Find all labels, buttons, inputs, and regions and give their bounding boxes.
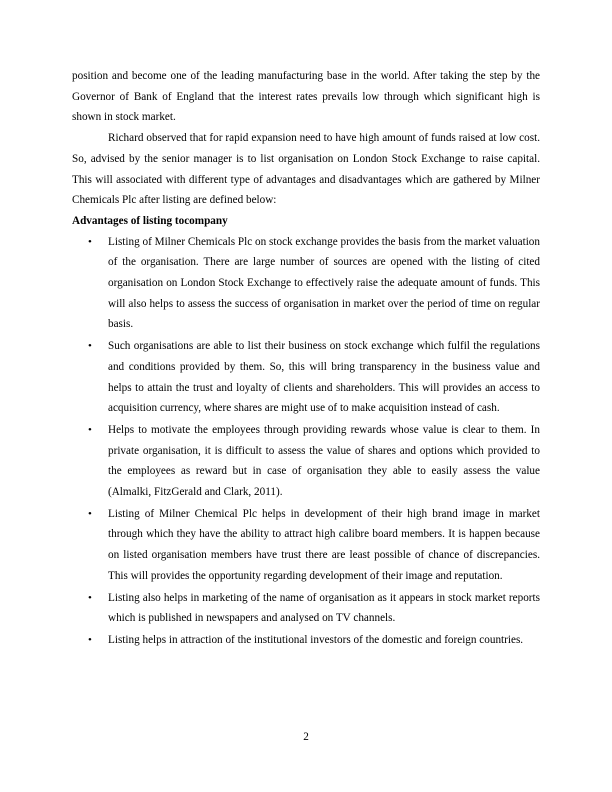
- list-item-text: Helps to motivate the employees through providing rewards whose value is clear to them. In private organisation, it is difficult to assess the value of shares and options which provided to the employees as reward but in case of organisation they able to easily assess the value (Almalki, FitzGerald and Clark, 2011).: [108, 423, 540, 499]
- paragraph-richard-observation: Richard observed that for rapid expansion need to have high amount of funds raised at low cost. So, advised by the senior manager is to list organisation on London Stock Exchange to raise capital. This will associated with different type of advantages and disadvantages which are gathered by Milner Chemicals Plc after listing are defined below:: [72, 132, 540, 207]
- list-item-text: Listing of Milner Chemical Plc helps in development of their high brand image in market through which they have the ability to attract high calibre board members. It is happen because on listed organisation members have trust there are least possible of chance of discrepancies. This will provides the opportunity regarding development of their image and reputation.: [108, 507, 540, 582]
- bullet-icon: •: [88, 507, 92, 520]
- page-number: 2: [303, 731, 309, 743]
- list-item: [72, 336, 540, 419]
- list-item: [72, 232, 540, 336]
- list-item-text: Listing also helps in marketing of the name of organisation as it appears in stock market reports which is published in newspapers and analysed on TV channels.: [108, 591, 540, 625]
- paragraph-continuation: position and become one of the leading manufacturing base in the world. After taking the step by the Governor of Bank of England that the interest rates prevails low through which significant high is shown in stock market.: [72, 70, 540, 124]
- list-item: [72, 420, 540, 503]
- bullet-icon: •: [88, 633, 92, 646]
- list-item-text: Listing of Milner Chemicals Plc on stock exchange provides the basis from the market valuation of the organisation. There are large number of sources are opened with the listing of cited organisation on London Stock Exchange to effectively raise the adequate amount of funds. This will also helps to assess the success of organisation in market over the period of time on regular basis.: [108, 235, 540, 331]
- bullet-icon: •: [88, 340, 92, 353]
- list-item: [72, 630, 540, 651]
- list-item-text: Listing helps in attraction of the institutional investors of the domestic and foreign countries.: [108, 633, 524, 646]
- list-item: [72, 588, 540, 629]
- bullet-icon: •: [88, 423, 92, 436]
- list-item-text: Such organisations are able to list their business on stock exchange which fulfil the regulations and conditions provided by them. So, this will bring transparency in the business value and helps to attain the trust and loyalty of clients and shareholders. This will provides an access to acquisition currency, where shares are might use of to make acquisition instead of cash.: [108, 340, 540, 415]
- page-body: [72, 66, 540, 652]
- bullet-icon: •: [88, 235, 92, 248]
- advantages-list: [72, 232, 540, 651]
- bullet-icon: •: [88, 591, 92, 604]
- list-item: [72, 504, 540, 587]
- section-heading-advantages: Advantages of listing tocompany: [72, 214, 228, 227]
